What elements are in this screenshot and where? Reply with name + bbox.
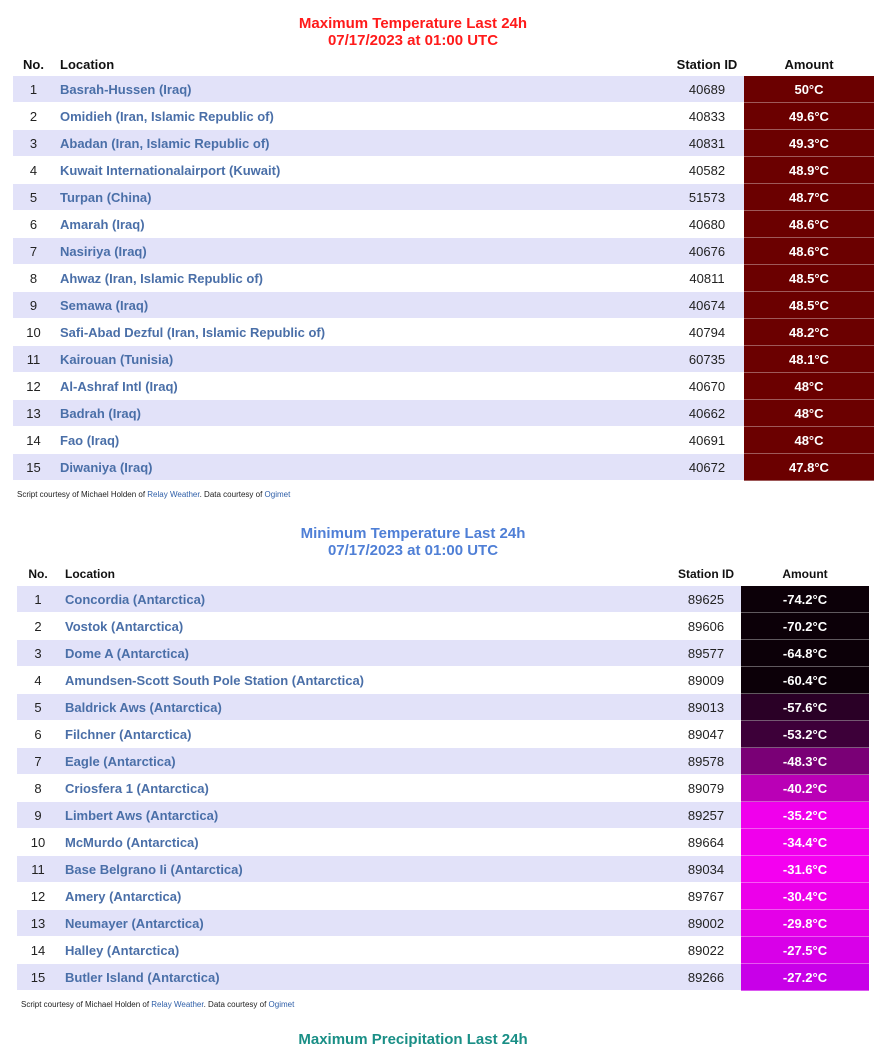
row-number: 2 xyxy=(13,103,54,130)
row-number: 5 xyxy=(13,184,54,211)
row-number: 11 xyxy=(13,346,54,373)
station-id: 51573 xyxy=(670,184,744,211)
max-temperature-title xyxy=(0,15,826,49)
max-temperature-section xyxy=(0,0,886,505)
station-id: 40680 xyxy=(670,211,744,238)
station-id: 89664 xyxy=(671,829,741,856)
location-link[interactable]: Eagle (Antarctica) xyxy=(59,748,671,775)
table-row xyxy=(13,130,874,157)
row-number: 3 xyxy=(13,130,54,157)
station-id: 89266 xyxy=(671,964,741,991)
relay-weather-link[interactable]: Relay Weather xyxy=(151,1000,204,1009)
credit-prefix: Script courtesy of Michael Holden of xyxy=(21,1000,152,1009)
station-id: 89013 xyxy=(671,694,741,721)
station-id: 89009 xyxy=(671,667,741,694)
min-credit xyxy=(21,1000,294,1009)
location-link[interactable]: Semawa (Iraq) xyxy=(54,292,670,319)
amount-cell: 49.3°C xyxy=(744,130,874,157)
table-row xyxy=(17,613,869,640)
station-id: 89578 xyxy=(671,748,741,775)
min-temperature-title-text: Minimum Temperature Last 24h xyxy=(300,525,526,542)
location-link[interactable]: Abadan (Iran, Islamic Republic of) xyxy=(54,130,670,157)
station-id: 89047 xyxy=(671,721,741,748)
table-row xyxy=(17,721,869,748)
location-link[interactable]: Omidieh (Iran, Islamic Republic of) xyxy=(54,103,670,130)
amount-cell: -70.2°C xyxy=(741,613,869,640)
location-link[interactable]: Nasiriya (Iraq) xyxy=(54,238,670,265)
amount-cell: 47.8°C xyxy=(744,454,874,481)
amount-cell: -53.2°C xyxy=(741,721,869,748)
row-number: 1 xyxy=(13,76,54,103)
location-link[interactable]: Baldrick Aws (Antarctica) xyxy=(59,694,671,721)
credit-mid: . Data courtesy of xyxy=(199,490,265,499)
station-id: 89079 xyxy=(671,775,741,802)
location-link[interactable]: Basrah-Hussen (Iraq) xyxy=(54,76,670,103)
row-number: 13 xyxy=(13,400,54,427)
table-row xyxy=(17,802,869,829)
min-temperature-date: 07/17/2023 at 01:00 UTC xyxy=(327,542,499,559)
amount-cell: -64.8°C xyxy=(741,640,869,667)
row-number: 7 xyxy=(13,238,54,265)
table-row xyxy=(13,157,874,184)
location-link[interactable]: Filchner (Antarctica) xyxy=(59,721,671,748)
row-number: 1 xyxy=(17,586,59,613)
table-row xyxy=(17,694,869,721)
amount-cell: 50°C xyxy=(744,76,874,103)
location-link[interactable]: Amarah (Iraq) xyxy=(54,211,670,238)
min-temperature-rows xyxy=(17,586,869,991)
row-number: 6 xyxy=(13,211,54,238)
max-credit xyxy=(17,490,290,499)
ogimet-link[interactable]: Ogimet xyxy=(264,490,291,499)
table-header-row xyxy=(13,52,874,76)
location-link[interactable]: Limbert Aws (Antarctica) xyxy=(59,802,671,829)
station-id: 89022 xyxy=(671,937,741,964)
amount-cell: 48.5°C xyxy=(744,265,874,292)
table-row xyxy=(17,829,869,856)
location-link[interactable]: Kairouan (Tunisia) xyxy=(54,346,670,373)
location-link[interactable]: Safi-Abad Dezful (Iran, Islamic Republic of) xyxy=(54,319,670,346)
station-id: 40811 xyxy=(670,265,744,292)
table-header-row xyxy=(17,562,869,586)
table-row xyxy=(13,400,874,427)
station-id: 40662 xyxy=(670,400,744,427)
table-row xyxy=(13,103,874,130)
station-id: 40672 xyxy=(670,454,744,481)
table-row xyxy=(17,775,869,802)
station-id: 40691 xyxy=(670,427,744,454)
table-row xyxy=(13,211,874,238)
table-row xyxy=(17,883,869,910)
table-row xyxy=(13,265,874,292)
location-link[interactable]: Ahwaz (Iran, Islamic Republic of) xyxy=(54,265,670,292)
table-row xyxy=(17,640,869,667)
station-id: 89002 xyxy=(671,910,741,937)
row-number: 12 xyxy=(13,373,54,400)
table-row xyxy=(17,937,869,964)
location-link[interactable]: Base Belgrano Ii (Antarctica) xyxy=(59,856,671,883)
header-amount: Amount xyxy=(784,56,834,72)
amount-cell: 48.6°C xyxy=(744,238,874,265)
amount-cell: -31.6°C xyxy=(741,856,869,883)
credit-prefix: Script courtesy of Michael Holden of xyxy=(17,490,148,499)
row-number: 8 xyxy=(17,775,59,802)
station-id: 40794 xyxy=(670,319,744,346)
amount-cell: -35.2°C xyxy=(741,802,869,829)
credit-mid: . Data courtesy of xyxy=(203,1000,269,1009)
station-id: 89257 xyxy=(671,802,741,829)
amount-cell: 48.9°C xyxy=(744,157,874,184)
table-row xyxy=(17,910,869,937)
amount-cell: -27.2°C xyxy=(741,964,869,991)
min-temperature-title xyxy=(0,525,826,559)
row-number: 14 xyxy=(17,937,59,964)
min-temperature-table xyxy=(17,562,869,991)
header-location: Location xyxy=(60,56,115,72)
row-number: 12 xyxy=(17,883,59,910)
table-row xyxy=(13,76,874,103)
row-number: 9 xyxy=(13,292,54,319)
header-no: No. xyxy=(28,567,48,581)
row-number: 6 xyxy=(17,721,59,748)
station-id: 89767 xyxy=(671,883,741,910)
location-link[interactable]: Amery (Antarctica) xyxy=(59,883,671,910)
location-link[interactable]: Fao (Iraq) xyxy=(54,427,670,454)
row-number: 7 xyxy=(17,748,59,775)
amount-cell: 48.7°C xyxy=(744,184,874,211)
station-id: 40674 xyxy=(670,292,744,319)
row-number: 15 xyxy=(13,454,54,481)
max-temperature-date: 07/17/2023 at 01:00 UTC xyxy=(327,32,499,49)
row-number: 13 xyxy=(17,910,59,937)
relay-weather-link[interactable]: Relay Weather xyxy=(147,490,200,499)
ogimet-link[interactable]: Ogimet xyxy=(268,1000,295,1009)
location-link[interactable]: Amundsen-Scott South Pole Station (Antarctica) xyxy=(59,667,671,694)
max-temperature-title-text: Maximum Temperature Last 24h xyxy=(298,15,528,32)
amount-cell: -27.5°C xyxy=(741,937,869,964)
row-number: 4 xyxy=(17,667,59,694)
amount-cell: -30.4°C xyxy=(741,883,869,910)
row-number: 2 xyxy=(17,613,59,640)
location-link[interactable]: Kuwait Internationalairport (Kuwait) xyxy=(54,157,670,184)
table-row xyxy=(13,346,874,373)
max-temperature-table xyxy=(13,52,874,481)
station-id: 40670 xyxy=(670,373,744,400)
location-link[interactable]: Halley (Antarctica) xyxy=(59,937,671,964)
precipitation-title: Maximum Precipitation Last 24h xyxy=(298,1031,528,1048)
table-row xyxy=(17,748,869,775)
row-number: 9 xyxy=(17,802,59,829)
location-link[interactable]: Turpan (China) xyxy=(54,184,670,211)
station-id: 40833 xyxy=(670,103,744,130)
location-link[interactable]: Badrah (Iraq) xyxy=(54,400,670,427)
amount-cell: -40.2°C xyxy=(741,775,869,802)
station-id: 40689 xyxy=(670,76,744,103)
location-link[interactable]: Butler Island (Antarctica) xyxy=(59,964,671,991)
station-id: 89625 xyxy=(671,586,741,613)
table-row xyxy=(13,184,874,211)
station-id: 89034 xyxy=(671,856,741,883)
station-id: 60735 xyxy=(670,346,744,373)
table-row xyxy=(17,964,869,991)
header-station-id: Station ID xyxy=(676,56,738,72)
row-number: 11 xyxy=(17,856,59,883)
amount-cell: 48.2°C xyxy=(744,319,874,346)
location-link[interactable]: McMurdo (Antarctica) xyxy=(59,829,671,856)
amount-cell: -57.6°C xyxy=(741,694,869,721)
table-row xyxy=(17,667,869,694)
station-id: 89606 xyxy=(671,613,741,640)
max-temperature-rows xyxy=(13,76,874,481)
row-number: 3 xyxy=(17,640,59,667)
location-link[interactable]: Diwaniya (Iraq) xyxy=(54,454,670,481)
amount-cell: -60.4°C xyxy=(741,667,869,694)
table-row xyxy=(17,586,869,613)
amount-cell: 48.5°C xyxy=(744,292,874,319)
amount-cell: -29.8°C xyxy=(741,910,869,937)
location-link[interactable]: Al-Ashraf Intl (Iraq) xyxy=(54,373,670,400)
location-link[interactable]: Concordia (Antarctica) xyxy=(59,586,671,613)
row-number: 10 xyxy=(17,829,59,856)
amount-cell: 48.6°C xyxy=(744,211,874,238)
row-number: 15 xyxy=(17,964,59,991)
location-link[interactable]: Dome A (Antarctica) xyxy=(59,640,671,667)
header-location: Location xyxy=(65,567,115,581)
station-id: 89577 xyxy=(671,640,741,667)
amount-cell: -74.2°C xyxy=(741,586,869,613)
table-row xyxy=(13,292,874,319)
amount-cell: 48°C xyxy=(744,373,874,400)
location-link[interactable]: Vostok (Antarctica) xyxy=(59,613,671,640)
table-row xyxy=(13,238,874,265)
row-number: 5 xyxy=(17,694,59,721)
table-row xyxy=(13,454,874,481)
amount-cell: 48°C xyxy=(744,400,874,427)
row-number: 10 xyxy=(13,319,54,346)
table-row xyxy=(13,319,874,346)
header-amount: Amount xyxy=(782,567,828,581)
table-row xyxy=(13,427,874,454)
station-id: 40831 xyxy=(670,130,744,157)
station-id: 40582 xyxy=(670,157,744,184)
row-number: 4 xyxy=(13,157,54,184)
amount-cell: 48°C xyxy=(744,427,874,454)
header-no: No. xyxy=(23,56,44,72)
header-station-id: Station ID xyxy=(678,567,734,581)
table-row xyxy=(17,856,869,883)
min-temperature-section xyxy=(0,520,886,1020)
row-number: 8 xyxy=(13,265,54,292)
amount-cell: -48.3°C xyxy=(741,748,869,775)
amount-cell: 49.6°C xyxy=(744,103,874,130)
amount-cell: 48.1°C xyxy=(744,346,874,373)
station-id: 40676 xyxy=(670,238,744,265)
location-link[interactable]: Criosfera 1 (Antarctica) xyxy=(59,775,671,802)
location-link[interactable]: Neumayer (Antarctica) xyxy=(59,910,671,937)
amount-cell: -34.4°C xyxy=(741,829,869,856)
table-row xyxy=(13,373,874,400)
row-number: 14 xyxy=(13,427,54,454)
